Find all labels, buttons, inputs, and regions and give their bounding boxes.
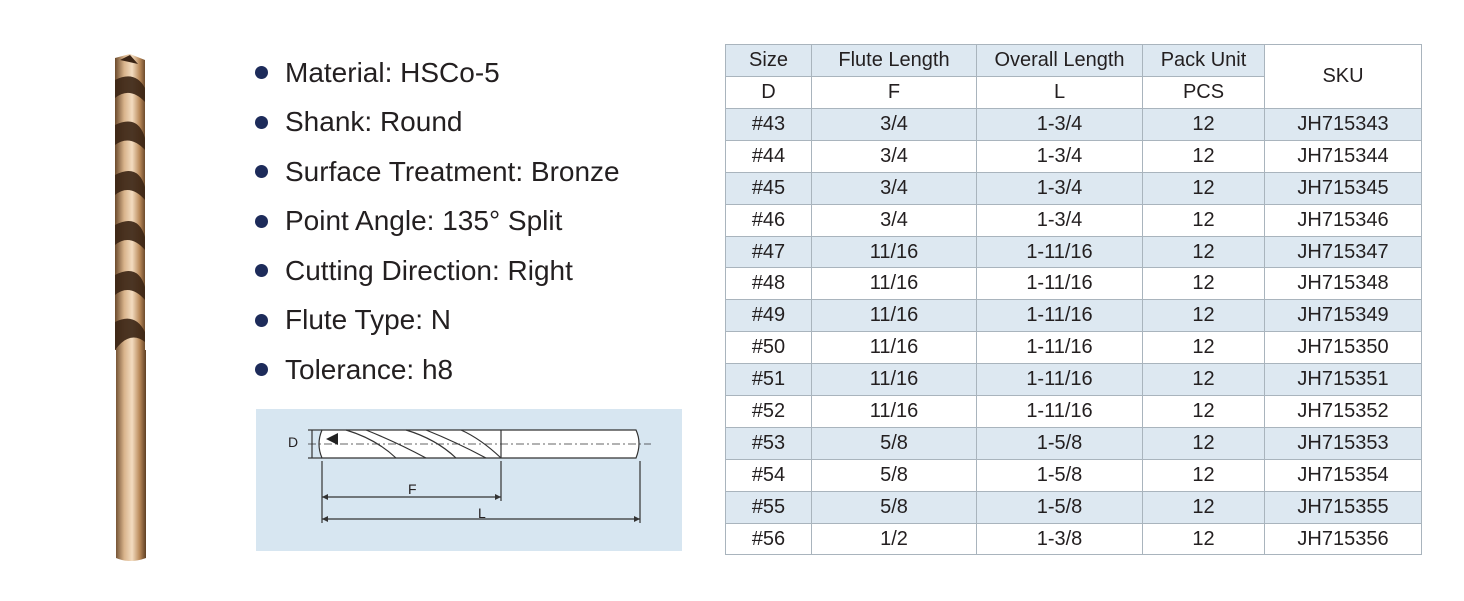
overall-length-header: Overall Length: [977, 45, 1143, 77]
size-unit: D: [726, 77, 812, 109]
table-cell-size: #49: [726, 300, 812, 332]
table-cell-pack: 12: [1143, 427, 1265, 459]
table-cell-pack: 12: [1143, 523, 1265, 555]
feature-label: Surface Treatment: Bronze: [285, 155, 620, 187]
table-cell-size: #43: [726, 109, 812, 141]
table-cell-pack: 12: [1143, 459, 1265, 491]
table-cell-sku: JH715354: [1265, 459, 1422, 491]
table-cell-sku: JH715356: [1265, 523, 1422, 555]
table-cell-overall: 1-11/16: [977, 396, 1143, 428]
table-cell-pack: 12: [1143, 109, 1265, 141]
table-cell-flute: 11/16: [812, 236, 977, 268]
table-cell-size: #52: [726, 396, 812, 428]
table-cell-pack: 12: [1143, 140, 1265, 172]
table-cell-overall: 1-3/4: [977, 172, 1143, 204]
table-row: [726, 109, 1422, 141]
table-cell-size: #54: [726, 459, 812, 491]
table-cell-sku: JH715351: [1265, 364, 1422, 396]
table-row: [726, 459, 1422, 491]
pack-unit: PCS: [1143, 77, 1265, 109]
table-cell-flute: 3/4: [812, 109, 977, 141]
table-cell-flute: 5/8: [812, 427, 977, 459]
table-cell-overall: 1-11/16: [977, 300, 1143, 332]
table-cell-flute: 11/16: [812, 268, 977, 300]
table-row: [726, 332, 1422, 364]
bullet-icon: [255, 314, 268, 327]
table-cell-flute: 5/8: [812, 459, 977, 491]
table-cell-sku: JH715349: [1265, 300, 1422, 332]
overall-length-label: L: [478, 505, 486, 521]
feature-item: [255, 246, 695, 296]
table-row: [726, 300, 1422, 332]
table-cell-sku: JH715348: [1265, 268, 1422, 300]
flute-length-label: F: [408, 481, 417, 497]
table-cell-flute: 5/8: [812, 491, 977, 523]
table-cell-pack: 12: [1143, 268, 1265, 300]
table-row: [726, 204, 1422, 236]
feature-item: [255, 296, 695, 346]
table-row: [726, 172, 1422, 204]
feature-item: [255, 98, 695, 148]
table-cell-size: #46: [726, 204, 812, 236]
table-row: [726, 268, 1422, 300]
table-cell-size: #44: [726, 140, 812, 172]
table-row: [726, 364, 1422, 396]
bullet-icon: [255, 215, 268, 228]
flute-length-header: Flute Length: [812, 45, 977, 77]
table-cell-flute: 3/4: [812, 204, 977, 236]
table-cell-overall: 1-11/16: [977, 236, 1143, 268]
table-cell-flute: 11/16: [812, 396, 977, 428]
table-cell-overall: 1-5/8: [977, 491, 1143, 523]
table-cell-overall: 1-3/4: [977, 140, 1143, 172]
table-cell-overall: 1-3/4: [977, 109, 1143, 141]
table-cell-size: #51: [726, 364, 812, 396]
table-row: [726, 523, 1422, 555]
table-cell-sku: JH715350: [1265, 332, 1422, 364]
feature-label: Point Angle: 135° Split: [285, 205, 563, 237]
feature-item: [255, 147, 695, 197]
overall-unit: L: [977, 77, 1143, 109]
table-cell-flute: 3/4: [812, 140, 977, 172]
table-cell-sku: JH715343: [1265, 109, 1422, 141]
table-cell-overall: 1-5/8: [977, 427, 1143, 459]
table-cell-overall: 1-5/8: [977, 459, 1143, 491]
spec-table: [725, 44, 1422, 555]
bullet-icon: [255, 363, 268, 376]
table-cell-sku: JH715346: [1265, 204, 1422, 236]
feature-label: Tolerance: h8: [285, 353, 454, 385]
table-row: [726, 427, 1422, 459]
feature-label: Shank: Round: [285, 106, 463, 138]
table-cell-flute: 11/16: [812, 300, 977, 332]
bullet-icon: [255, 66, 268, 79]
flute-unit: F: [812, 77, 977, 109]
diameter-label: D: [288, 434, 299, 450]
table-cell-flute: 11/16: [812, 364, 977, 396]
bullet-icon: [255, 264, 268, 277]
table-cell-size: #47: [726, 236, 812, 268]
size-header: Size: [726, 45, 812, 77]
table-cell-sku: JH715352: [1265, 396, 1422, 428]
feature-item: [255, 197, 695, 247]
table-cell-overall: 1-11/16: [977, 268, 1143, 300]
table-cell-overall: 1-3/8: [977, 523, 1143, 555]
table-row: [726, 491, 1422, 523]
table-cell-pack: 12: [1143, 236, 1265, 268]
bullet-icon: [255, 165, 268, 178]
header-row: [726, 45, 1422, 77]
table-cell-flute: 1/2: [812, 523, 977, 555]
dimension-diagram: [256, 409, 682, 551]
table-cell-pack: 12: [1143, 332, 1265, 364]
table-cell-sku: JH715345: [1265, 172, 1422, 204]
table-cell-pack: 12: [1143, 364, 1265, 396]
table-cell-flute: 3/4: [812, 172, 977, 204]
feature-label: Cutting Direction: Right: [285, 254, 573, 286]
pack-unit-header: Pack Unit: [1143, 45, 1265, 77]
table-row: [726, 236, 1422, 268]
table-cell-pack: 12: [1143, 172, 1265, 204]
feature-label: Flute Type: N: [285, 304, 452, 336]
table-cell-overall: 1-11/16: [977, 364, 1143, 396]
table-cell-pack: 12: [1143, 300, 1265, 332]
table-cell-size: #45: [726, 172, 812, 204]
table-cell-sku: JH715344: [1265, 140, 1422, 172]
drill-outline-drawing: [256, 409, 682, 551]
table-cell-pack: 12: [1143, 396, 1265, 428]
table-cell-size: #56: [726, 523, 812, 555]
feature-list: [255, 48, 695, 395]
table-cell-sku: JH715347: [1265, 236, 1422, 268]
table-cell-size: #48: [726, 268, 812, 300]
sku-header: SKU: [1265, 45, 1422, 109]
table-cell-sku: JH715355: [1265, 491, 1422, 523]
table-cell-size: #50: [726, 332, 812, 364]
table-cell-flute: 11/16: [812, 332, 977, 364]
bullet-icon: [255, 116, 268, 129]
table-row: [726, 396, 1422, 428]
table-cell-size: #55: [726, 491, 812, 523]
feature-item: [255, 345, 695, 395]
table-row: [726, 140, 1422, 172]
table-cell-pack: 12: [1143, 204, 1265, 236]
feature-label: Material: HSCo-5: [285, 56, 500, 88]
table-cell-size: #53: [726, 427, 812, 459]
table-body: [726, 109, 1422, 555]
table-cell-pack: 12: [1143, 491, 1265, 523]
table-cell-sku: JH715353: [1265, 427, 1422, 459]
table-cell-overall: 1-11/16: [977, 332, 1143, 364]
feature-item: [255, 48, 695, 98]
drill-bit-image: [100, 50, 160, 570]
table-cell-overall: 1-3/4: [977, 204, 1143, 236]
